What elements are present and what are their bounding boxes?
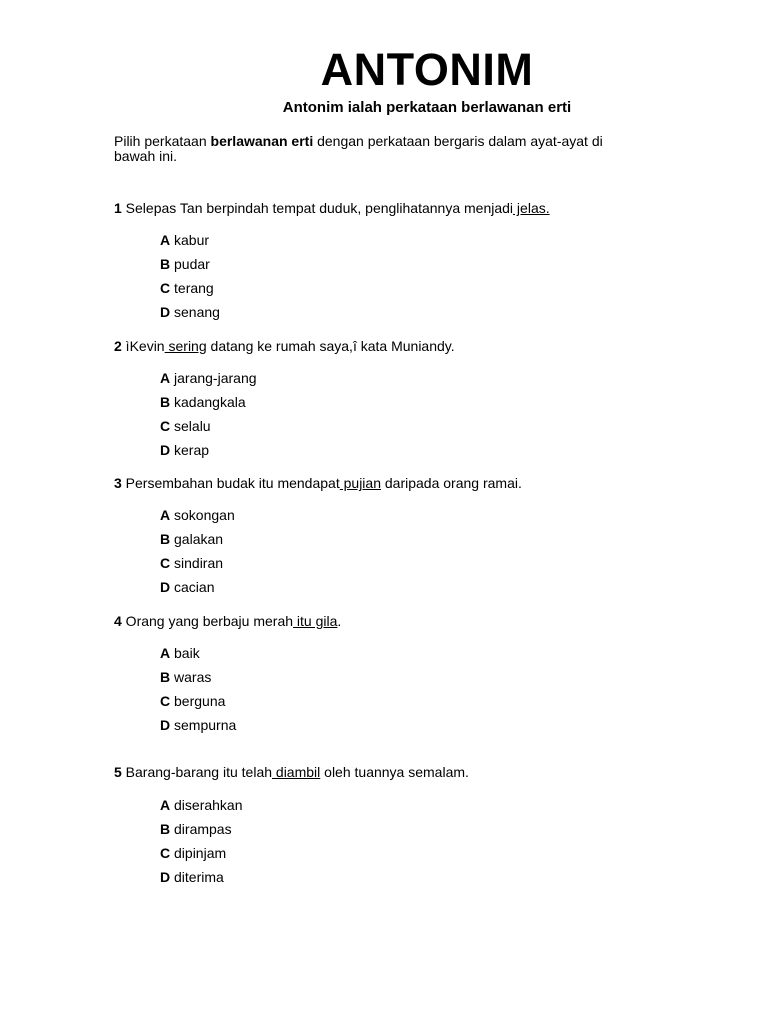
option-text: diterima	[170, 869, 224, 885]
underlined-word: jelas.	[513, 200, 550, 216]
option-letter: C	[160, 280, 171, 296]
option-d	[160, 869, 224, 885]
question-text: Barang-barang itu telah	[121, 764, 273, 780]
option-c	[160, 418, 211, 434]
option-text: jarang-jarang	[170, 370, 257, 386]
option-letter: A	[160, 645, 171, 661]
question-1	[114, 200, 550, 216]
option-text: terang	[170, 280, 214, 296]
option-letter: C	[160, 845, 171, 861]
option-text: waras	[170, 669, 212, 685]
option-text: dipinjam	[170, 845, 227, 861]
option-text: sokongan	[170, 507, 235, 523]
question-2	[114, 338, 455, 354]
option-c	[160, 555, 223, 571]
option-c	[160, 845, 226, 861]
option-text: dirampas	[170, 821, 232, 837]
page-subtitle: Antonim ialah perkataan berlawanan erti	[282, 99, 572, 116]
option-letter: A	[160, 232, 171, 248]
question-number: 5	[114, 764, 122, 780]
option-text: galakan	[170, 531, 224, 547]
option-letter: B	[160, 821, 171, 837]
page-title: ANTONIM	[320, 44, 534, 95]
question-text: ìKevin	[121, 338, 165, 354]
option-a	[160, 797, 243, 813]
question-number: 4	[114, 613, 122, 629]
option-a	[160, 370, 257, 386]
option-text: senang	[170, 304, 220, 320]
instructions	[114, 134, 614, 164]
option-letter: B	[160, 394, 171, 410]
option-letter: B	[160, 669, 171, 685]
underlined-word: sering	[164, 338, 207, 354]
underlined-word: diambil	[272, 764, 321, 780]
question-text: Orang yang berbaju merah	[121, 613, 294, 629]
question-text: Persembahan budak itu mendapat	[121, 475, 340, 491]
option-letter: D	[160, 869, 171, 885]
option-c	[160, 280, 214, 296]
option-b	[160, 256, 210, 272]
option-text: cacian	[170, 579, 215, 595]
option-letter: C	[160, 693, 171, 709]
option-text: sempurna	[170, 717, 237, 733]
question-5	[114, 764, 469, 780]
option-text: sindiran	[170, 555, 224, 571]
option-d	[160, 717, 236, 733]
option-text: pudar	[170, 256, 210, 272]
option-a	[160, 232, 209, 248]
question-text: oleh tuannya semalam.	[320, 764, 469, 780]
question-number: 3	[114, 475, 122, 491]
option-text: baik	[170, 645, 200, 661]
option-letter: B	[160, 256, 171, 272]
option-a	[160, 507, 235, 523]
underlined-word: pujian	[339, 475, 381, 491]
option-b	[160, 669, 211, 685]
option-letter: D	[160, 579, 171, 595]
option-text: berguna	[170, 693, 226, 709]
question-3	[114, 475, 522, 491]
option-d	[160, 579, 214, 595]
option-text: kadangkala	[170, 394, 246, 410]
option-text: kerap	[170, 442, 210, 458]
option-letter: B	[160, 531, 171, 547]
question-4	[114, 613, 341, 629]
option-d	[160, 304, 220, 320]
instructions-emphasis: berlawanan erti	[210, 133, 314, 149]
option-text: selalu	[170, 418, 211, 434]
option-b	[160, 531, 223, 547]
option-d	[160, 442, 209, 458]
option-text: diserahkan	[170, 797, 243, 813]
option-letter: D	[160, 717, 171, 733]
option-letter: A	[160, 507, 171, 523]
option-c	[160, 693, 225, 709]
question-number: 2	[114, 338, 122, 354]
question-text: daripada orang ramai.	[381, 475, 522, 491]
question-text: Selepas Tan berpindah tempat duduk, penglihatannya menjadi	[121, 200, 514, 216]
option-text: kabur	[170, 232, 210, 248]
option-letter: D	[160, 442, 171, 458]
option-b	[160, 821, 232, 837]
instructions-text: Pilih perkataan	[114, 133, 211, 149]
option-b	[160, 394, 246, 410]
instructions-text: dengan perkataan bergaris dalam ayat-ayat di bawah ini.	[114, 133, 603, 164]
option-letter: D	[160, 304, 171, 320]
option-letter: C	[160, 418, 171, 434]
question-text: datang ke rumah saya,î kata Muniandy.	[206, 338, 455, 354]
option-letter: C	[160, 555, 171, 571]
option-letter: A	[160, 370, 171, 386]
question-number: 1	[114, 200, 122, 216]
question-text: .	[337, 613, 342, 629]
option-letter: A	[160, 797, 171, 813]
option-a	[160, 645, 200, 661]
underlined-word: itu gila	[293, 613, 338, 629]
